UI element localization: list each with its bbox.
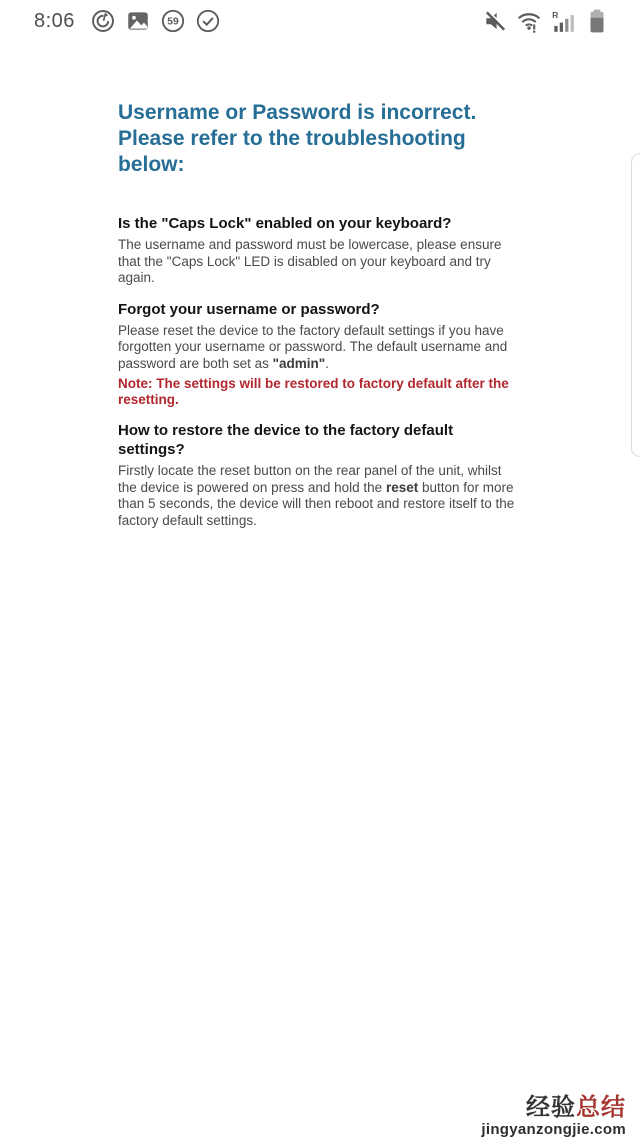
svg-text:59: 59 bbox=[167, 16, 179, 28]
section-body: Firstly locate the reset button on the rear panel of the unit, whilst the device is powered on press and hold the reset button for more than 5 seconds, the device will then reboot and restore itself to the factory default settings. bbox=[118, 463, 515, 528]
section-heading: How to restore the device to the factory default settings? bbox=[118, 422, 454, 458]
section-factory-restore bbox=[118, 421, 516, 529]
page-title bbox=[118, 100, 516, 178]
reset-button-keyword: reset bbox=[385, 479, 419, 495]
watermark-brand bbox=[481, 1096, 626, 1120]
page-title-line1: Username or Password is incorrect. bbox=[118, 101, 477, 124]
battery-icon bbox=[584, 8, 610, 34]
svg-text:R: R bbox=[552, 9, 559, 20]
status-bar-left bbox=[34, 8, 221, 34]
troubleshooting-page bbox=[118, 100, 516, 529]
clock: 8:06 bbox=[34, 9, 75, 32]
watermark bbox=[481, 1096, 626, 1137]
section-body: The username and password must be lowercase, please ensure that the "Caps Lock" LED is disabled on your keyboard and try again. bbox=[118, 237, 502, 285]
status-bar-right bbox=[482, 8, 610, 34]
section-heading: Is the "Caps Lock" enabled on your keyboard? bbox=[118, 215, 452, 232]
wifi-alert-icon bbox=[516, 8, 542, 34]
music-app-icon bbox=[90, 8, 116, 34]
signal-roaming-icon bbox=[550, 8, 576, 34]
watermark-domain: jingyanzongjie.com bbox=[481, 1121, 626, 1138]
section-forgot-password bbox=[118, 300, 516, 409]
section-caps-lock bbox=[118, 214, 516, 287]
section-body: Please reset the device to the factory default settings if you have forgotten your username or password. The default username and password are both set as "admin". bbox=[118, 322, 508, 371]
default-credentials: "admin" bbox=[272, 355, 326, 371]
watermark-brand-dark: 经验 bbox=[526, 1094, 576, 1121]
reset-warning-note: Note: The settings will be restored to factory default after the resetting. bbox=[118, 376, 509, 407]
page-title-line2: Please refer to the troubleshooting below: bbox=[118, 127, 466, 176]
badge-59-icon bbox=[160, 8, 186, 34]
scrollbar-thumb[interactable] bbox=[631, 153, 640, 457]
section-heading: Forgot your username or password? bbox=[118, 300, 380, 318]
check-circle-icon bbox=[195, 8, 221, 34]
gallery-icon bbox=[125, 8, 151, 34]
mute-icon bbox=[482, 8, 508, 34]
watermark-brand-red: 总结 bbox=[576, 1094, 626, 1121]
status-bar[interactable] bbox=[0, 0, 640, 40]
